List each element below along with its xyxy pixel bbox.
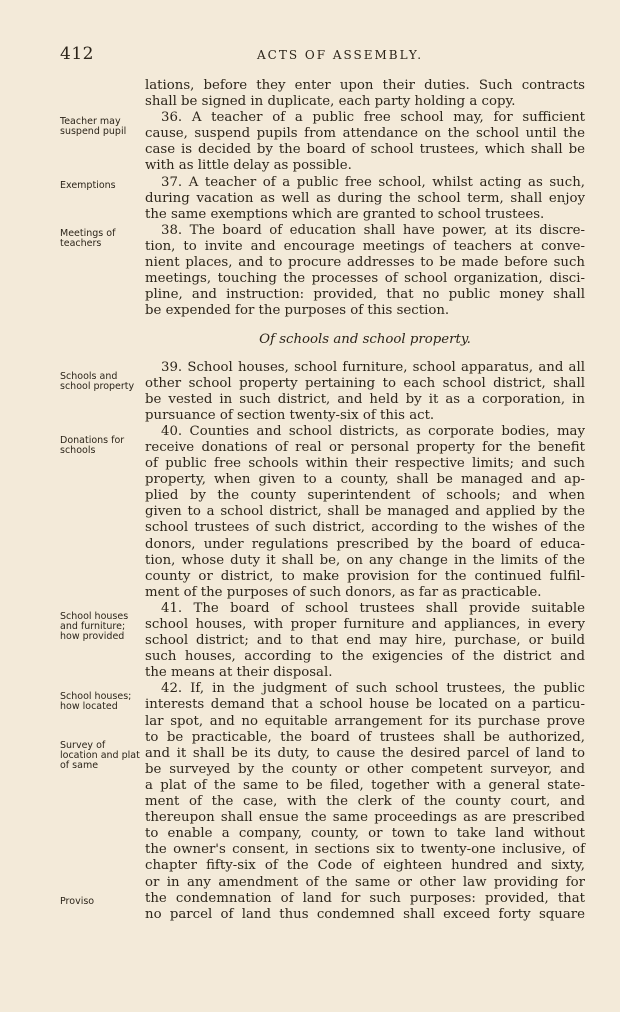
page-number: 412 <box>60 44 94 64</box>
text-line: 40. Counties and school districts, as corporate bodies, may <box>161 423 585 439</box>
margin-note-exemptions: Exemptions <box>60 180 116 191</box>
text-line: tion, to invite and encourage meetings of teachers at conve- <box>145 238 585 254</box>
text-line: such houses, according to the exigencies of the district and <box>145 649 585 665</box>
margin-note-houses-provided: School houses and furniture; how provided <box>60 611 129 642</box>
text-line: county or district, to make provision for the continued fulfil- <box>145 568 585 584</box>
text-line: shall be signed in duplicate, each party holding a copy. <box>145 94 516 110</box>
text-line: ment of the case, with the clerk of the county court, and <box>145 794 585 810</box>
text-line: school trustees of such district, according to the wishes of the <box>145 520 585 536</box>
margin-note-proviso: Proviso <box>60 896 95 907</box>
text-line: to enable a company, county, or town to take land without <box>145 826 585 842</box>
text-line: 37. A teacher of a public free school, whilst acting as such, <box>161 174 585 190</box>
text-line: and it shall be its duty, to cause the desired parcel of land to <box>145 745 585 761</box>
text-line: be surveyed by the county or other competent surveyor, and <box>145 761 585 777</box>
text-line: cause, suspend pupils from attendance on the school until the <box>145 126 585 142</box>
text-line: school houses, with proper furniture and appliances, in every <box>145 617 585 632</box>
text-line: 39. School houses, school furniture, school apparatus, and all <box>161 359 585 375</box>
section-heading: Of schools and school property. <box>259 332 471 348</box>
margin-note-teacher-suspend: Teacher may suspend pupil <box>60 116 127 137</box>
text-line: of public free schools within their respective limits; and such <box>145 456 585 472</box>
running-head: ACTS OF ASSEMBLY. <box>256 48 424 62</box>
text-line: the same exemptions which are granted to school trustees. <box>145 206 545 222</box>
text-line: be vested in such district, and held by it as a corporation, in <box>145 391 585 407</box>
text-line: no parcel of land thus condemned shall exceed forty square <box>145 906 585 922</box>
text-line: property, when given to a county, shall be managed and ap- <box>145 472 585 488</box>
text-line: 41. The board of school trustees shall provide suitable <box>161 600 585 616</box>
text-line: meetings, touching the processes of school organization, disci- <box>145 271 585 287</box>
text-line: with as little delay as possible. <box>145 158 352 174</box>
text-line: during vacation as well as during the school term, shall enjoy <box>145 190 585 206</box>
text-line: case is decided by the board of school trustees, which shall be <box>145 142 585 158</box>
text-line: to be practicable, the board of trustees shall be authorized, <box>145 729 585 745</box>
text-line: be expended for the purposes of this section. <box>145 303 450 319</box>
text-line: a plat of the same to be filed, together with a general state- <box>145 777 585 793</box>
text-line: tion, whose duty it shall be, on any change in the limits of the <box>145 552 585 568</box>
text-line: the owner's consent, in sections six to twenty-one inclusive, of <box>145 842 585 858</box>
margin-note-houses-located: School houses; how located <box>60 691 132 712</box>
text-line: the means at their disposal. <box>145 665 333 681</box>
margin-note-survey: Survey of location and plat of same <box>60 740 140 771</box>
text-line: 38. The board of education shall have power, at its discre- <box>161 222 585 238</box>
margin-note-donations: Donations for schools <box>60 435 125 456</box>
text-line: lar spot, and no equitable arrangement for its purchase prove <box>145 713 585 729</box>
text-line: lations, before they enter upon their duties. Such contracts <box>145 78 585 93</box>
text-line: other school property pertaining to each school district, shall <box>145 375 585 391</box>
text-line: 42. If, in the judgment of such school trustees, the public <box>161 681 585 697</box>
text-line: nient places, and to procure addresses to be made before such <box>145 255 585 271</box>
text-line: or in any amendment of the same or other law providing for <box>145 874 585 890</box>
margin-note-meetings: Meetings of teachers <box>60 228 116 249</box>
text-line: pursuance of section twenty-six of this act. <box>145 407 435 423</box>
text-line: ment of the purposes of such donors, as far as practicable. <box>145 584 542 600</box>
text-line: given to a school district, shall be managed and applied by the <box>145 504 585 520</box>
text-line: thereupon shall ensue the same proceedings as are prescribed <box>145 810 585 826</box>
text-line: interests demand that a school house be located on a particu- <box>145 697 585 713</box>
text-line: school district; and to that end may hire, purchase, or build <box>145 633 585 649</box>
text-line: 36. A teacher of a public free school may, for sufficient <box>161 110 585 126</box>
text-line: donors, under regulations prescribed by the board of educa- <box>145 536 585 552</box>
margin-note-school-property: Schools and school property <box>60 371 135 392</box>
text-line: pline, and instruction: provided, that no public money shall <box>145 287 585 303</box>
text-line: receive donations of real or personal property for the benefit <box>145 439 585 455</box>
body-text <box>145 78 585 923</box>
text-line: plied by the county superintendent of schools; and when <box>145 488 585 504</box>
text-line: chapter fifty-six of the Code of eighteen hundred and sixty, <box>145 858 585 874</box>
text-line: the condemnation of land for such purposes: provided, that <box>145 890 585 906</box>
